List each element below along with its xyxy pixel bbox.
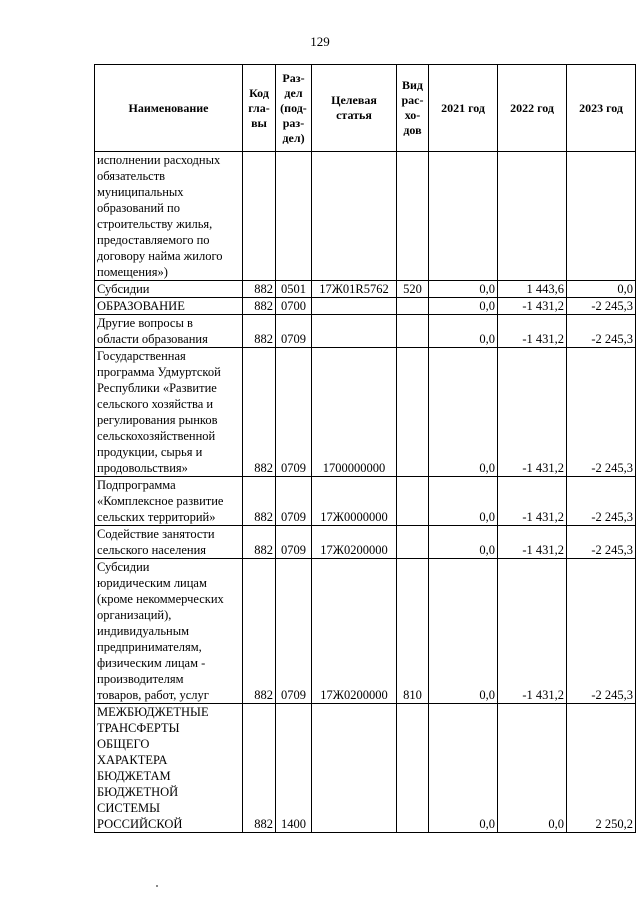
cell-2022: -1 431,2	[498, 477, 567, 526]
cell-code: 882	[243, 559, 276, 704]
cell-name: Государственная программа Удмуртской Республики «Развитие сельского хозяйства и регулирования рынков сельскохозяйственной продукции, сырья и продовольствия»	[95, 348, 243, 477]
cell-2023	[567, 152, 636, 281]
cell-name: ОБРАЗОВАНИЕ	[95, 298, 243, 315]
cell-target: 17Ж0200000	[312, 526, 397, 559]
cell-2021: 0,0	[429, 704, 498, 833]
cell-code: 882	[243, 477, 276, 526]
cell-2021: 0,0	[429, 348, 498, 477]
cell-section: 0709	[276, 477, 312, 526]
cell-2023: -2 245,3	[567, 315, 636, 348]
cell-type	[397, 152, 429, 281]
cell-name: МЕЖБЮДЖЕТНЫЕ ТРАНСФЕРТЫ ОБЩЕГО ХАРАКТЕРА БЮДЖЕТАМ БЮДЖЕТНОЙ СИСТЕМЫ РОССИЙСКОЙ	[95, 704, 243, 833]
cell-2021: 0,0	[429, 298, 498, 315]
cell-code	[243, 152, 276, 281]
header-type: Вид рас- хо- дов	[397, 65, 429, 152]
cell-2022: -1 431,2	[498, 526, 567, 559]
cell-code: 882	[243, 315, 276, 348]
cell-section: 1400	[276, 704, 312, 833]
cell-type: 520	[397, 281, 429, 298]
cell-section: 0501	[276, 281, 312, 298]
cell-target	[312, 298, 397, 315]
cell-section: 0709	[276, 559, 312, 704]
cell-2023: -2 245,3	[567, 348, 636, 477]
cell-code: 882	[243, 526, 276, 559]
table-row	[95, 152, 636, 281]
cell-section: 0700	[276, 298, 312, 315]
header-section: Раз- дел (под- раз- дел)	[276, 65, 312, 152]
table-row	[95, 526, 636, 559]
table-row	[95, 348, 636, 477]
cell-target: 17Ж0000000	[312, 477, 397, 526]
table-row	[95, 281, 636, 298]
cell-target: 17Ж01R5762	[312, 281, 397, 298]
cell-code: 882	[243, 348, 276, 477]
header-target: Целевая статья	[312, 65, 397, 152]
cell-target: 17Ж0200000	[312, 559, 397, 704]
cell-type	[397, 526, 429, 559]
table-row	[95, 298, 636, 315]
cell-2023: -2 245,3	[567, 477, 636, 526]
cell-name: Содействие занятости сельского населения	[95, 526, 243, 559]
cell-type	[397, 704, 429, 833]
cell-2022: -1 431,2	[498, 348, 567, 477]
cell-type	[397, 315, 429, 348]
cell-target: 1700000000	[312, 348, 397, 477]
cell-2022: -1 431,2	[498, 298, 567, 315]
table-row	[95, 559, 636, 704]
cell-2023: -2 245,3	[567, 298, 636, 315]
cell-section: 0709	[276, 526, 312, 559]
table-row	[95, 477, 636, 526]
table-row	[95, 704, 636, 833]
page-number: 129	[310, 34, 330, 49]
cell-code: 882	[243, 704, 276, 833]
cell-target	[312, 315, 397, 348]
cell-type	[397, 477, 429, 526]
cell-section	[276, 152, 312, 281]
header-name: Наименование	[95, 65, 243, 152]
cell-type	[397, 298, 429, 315]
header-2022: 2022 год	[498, 65, 567, 152]
cell-type	[397, 348, 429, 477]
scan-dot	[156, 885, 158, 887]
cell-2022: 1 443,6	[498, 281, 567, 298]
cell-section: 0709	[276, 315, 312, 348]
cell-2022	[498, 152, 567, 281]
cell-2022: 0,0	[498, 704, 567, 833]
header-code: Код гла- вы	[243, 65, 276, 152]
cell-2021: 0,0	[429, 281, 498, 298]
cell-code: 882	[243, 298, 276, 315]
cell-2022: -1 431,2	[498, 559, 567, 704]
cell-type: 810	[397, 559, 429, 704]
cell-2021: 0,0	[429, 559, 498, 704]
cell-name: Субсидии	[95, 281, 243, 298]
cell-2021	[429, 152, 498, 281]
cell-2023: 0,0	[567, 281, 636, 298]
cell-2022: -1 431,2	[498, 315, 567, 348]
cell-name: исполнении расходных обязательств муниципальных образований по строительству жилья, предоставляемого по договору найма жилого помещения»)	[95, 152, 243, 281]
cell-target	[312, 152, 397, 281]
header-2023: 2023 год	[567, 65, 636, 152]
cell-section: 0709	[276, 348, 312, 477]
cell-name: Другие вопросы в области образования	[95, 315, 243, 348]
cell-target	[312, 704, 397, 833]
cell-name: Субсидии юридическим лицам (кроме некоммерческих организаций), индивидуальным предпринимателям, физическим лицам - производителям товаров, работ, услуг	[95, 559, 243, 704]
cell-2023: -2 245,3	[567, 526, 636, 559]
cell-2021: 0,0	[429, 315, 498, 348]
table-header-row	[95, 65, 636, 152]
cell-2021: 0,0	[429, 477, 498, 526]
table-row	[95, 315, 636, 348]
cell-2023: 2 250,2	[567, 704, 636, 833]
cell-2023: -2 245,3	[567, 559, 636, 704]
budget-table	[94, 64, 636, 833]
header-2021: 2021 год	[429, 65, 498, 152]
cell-2021: 0,0	[429, 526, 498, 559]
cell-name: Подпрограмма «Комплексное развитие сельских территорий»	[95, 477, 243, 526]
cell-code: 882	[243, 281, 276, 298]
